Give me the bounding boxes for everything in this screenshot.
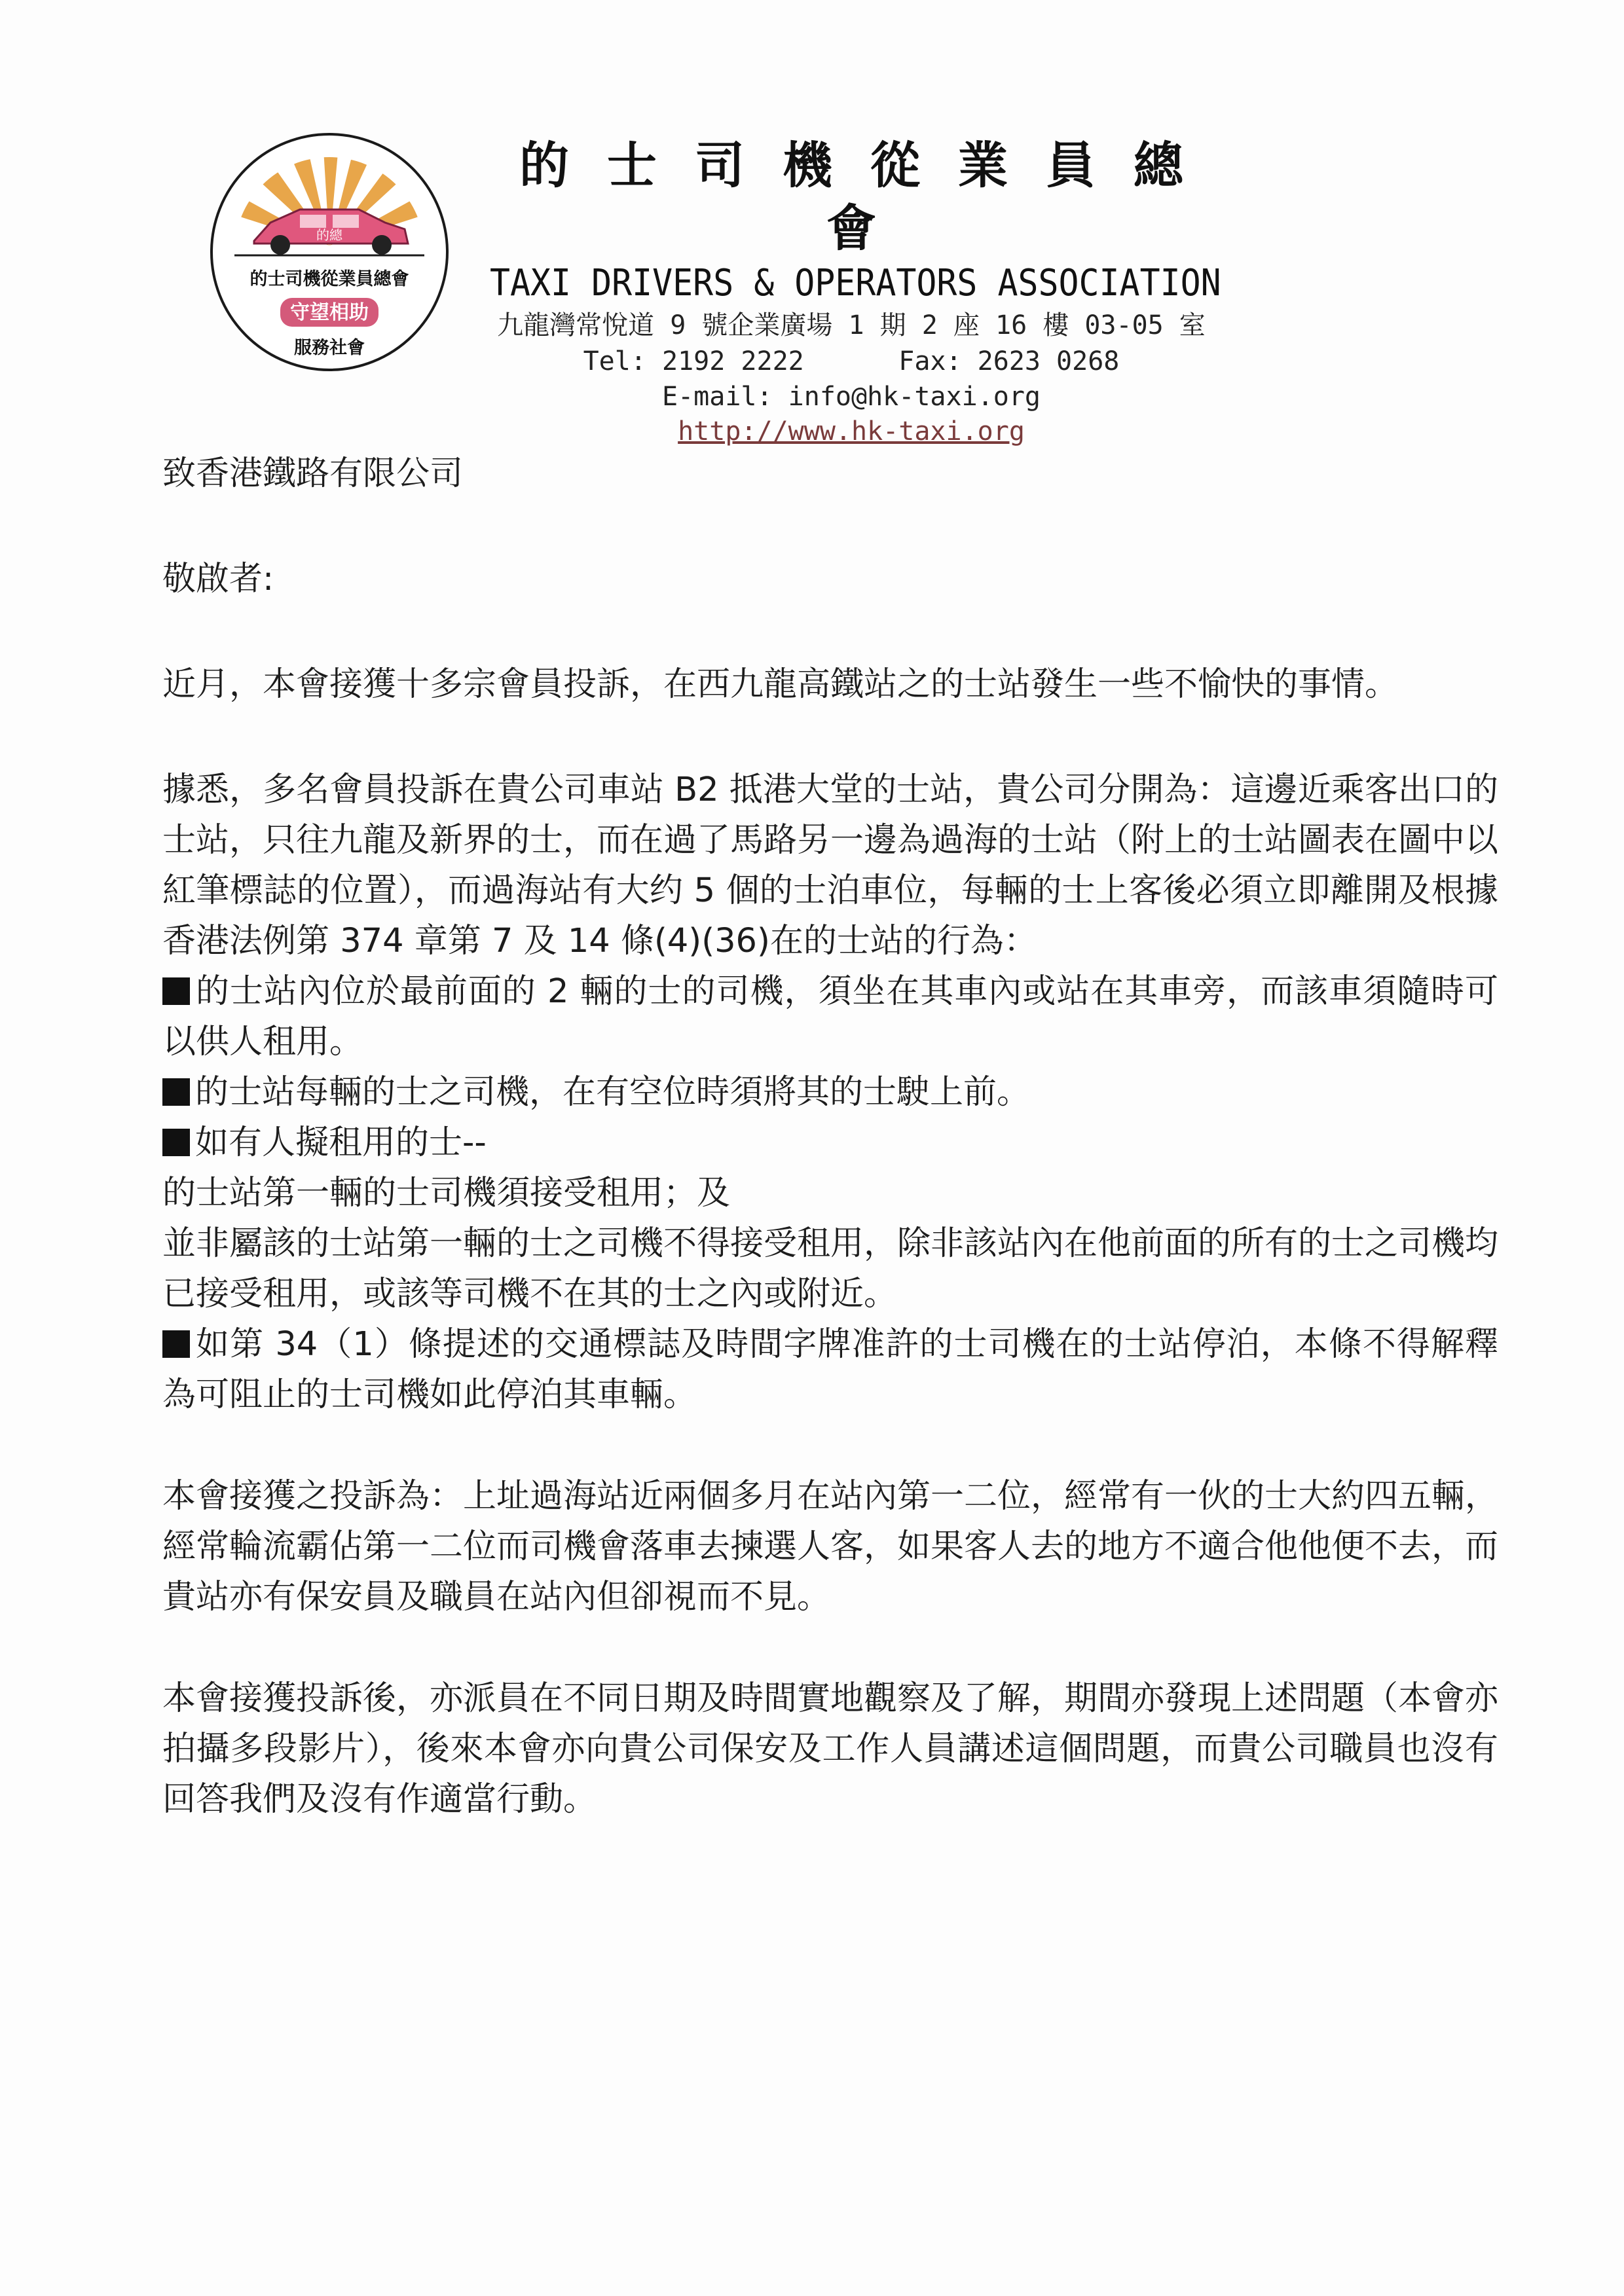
paragraph-1: 近月，本會接獲十多宗會員投訴，在西九龍高鐵站之的士站發生一些不愉快的事情。 [162,665,1399,704]
org-address: 九龍灣常悅道 9 號企業廣場 1 期 2 座 16 樓 03-05 室 [497,310,1206,340]
paragraph-3: 本會接獲之投訴為：上址過海站近兩個多月在站內第一二位，經常有一伙的士大約四五輛，經常輪流霸佔第一二位而司機會落車去揀選人客，如果客人去的地方不適合他他便不去，而貴站亦有保安員及職員在站內但卻視而不見。 [162,1477,1499,1616]
rule-item-4: 如第 34（1）條提述的交通標誌及時間字牌准許的士司機在的士站停泊，本條不得解釋為可阻止的士司機如此停泊其車輛。 [162,1325,1498,1414]
paragraph-4: 本會接獲投訴後，亦派員在不同日期及時間實地觀察及了解，期間亦發現上述問題（本會亦拍攝多段影片），後來本會亦向貴公司保安及工作人員講述這個問題，而貴公司職員也沒有回答我們及沒有作適當行動。 [162,1679,1499,1819]
logo-bottom-text: 服務社會 [294,338,365,358]
bullet-square-icon [162,977,190,1005]
logo-banner-text: 守望相助 [290,301,369,324]
rule-item-2: 的士站每輛的士之司機，在有空位時須將其的士駛上前。 [162,1067,1498,1118]
logo-ring-text: 的士司機從業員總會 [249,269,409,289]
letter-body [162,448,1498,1825]
paragraph-2: 據悉，多名會員投訴在貴公司車站 B2 抵港大堂的士站，貴公司分開為：這邊近乘客出口的士站，只往九龍及新界的士，而在過了馬路另一邊為過海的士站（附上的士站圖表在圖中以紅筆標誌的位置），而過海站有大约 5 個的士泊車位，每輛的士上客後必須立即離開及根據香港法例第 374 章第 7 及 14 條(4)(36)在的士站的行為： [162,771,1499,960]
letterhead [458,134,1244,448]
org-tel-fax: Tel: 2192 2222 Fax: 2623 0268 [583,346,1120,376]
salutation: 敬啟者: [162,560,274,598]
org-name-en: TAXI DRIVERS & OPERATORS ASSOCIATION [490,262,1221,304]
recipient: 致香港鐵路有限公司 [162,454,464,493]
bullet-square-icon [162,1129,190,1156]
bullet-square-icon [162,1330,190,1358]
bullet-square-icon [162,1078,190,1106]
svg-text:的總: 的總 [316,227,342,243]
association-logo [208,131,451,373]
rule-item-3b: 並非屬該的士站第一輛的士之司機不得接受租用，除非該站內在他前面的所有的士之司機均已接受租用，或該等司機不在其的士之內或附近。 [162,1224,1499,1313]
org-name-zh: 的士司機從業員總會 [519,136,1221,257]
rule-item-1: 的士站內位於最前面的 2 輛的士的司機，須坐在其車內或站在其車旁，而該車須隨時可以供人租用。 [162,972,1498,1061]
org-website-link[interactable]: http://www.hk-taxi.org [678,416,1025,446]
rule-item-3a: 的士站第一輛的士司機須接受租用；及 [162,1174,731,1212]
rule-item-3: 如有人擬租用的士-- [162,1118,1498,1168]
org-email: E-mail: info@hk-taxi.org [662,382,1041,412]
